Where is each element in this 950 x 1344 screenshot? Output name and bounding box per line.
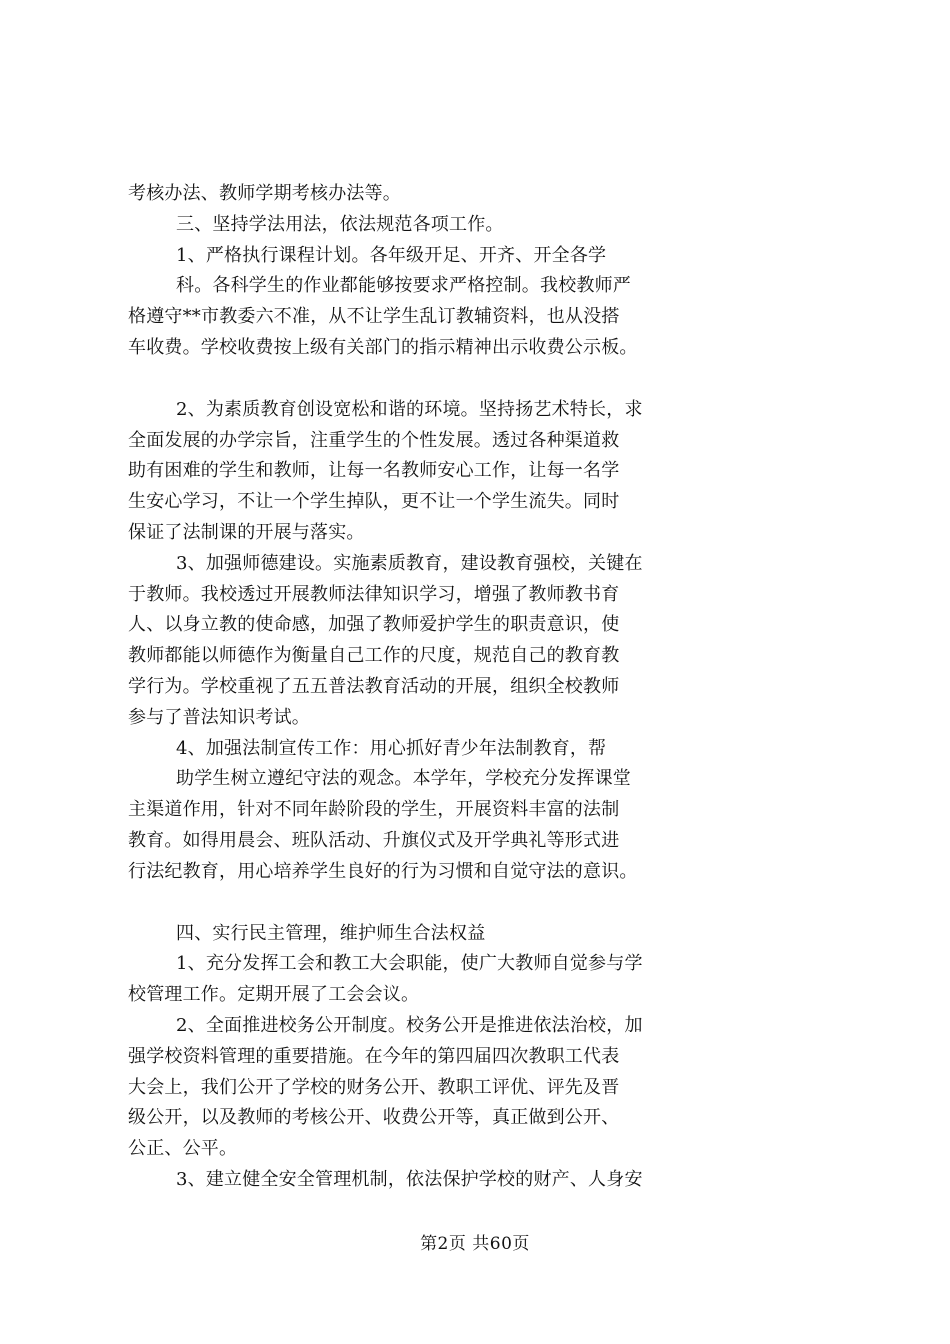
- text-line: 级公开，以及教师的考核公开、收费公开等，真正做到公开、: [128, 1107, 620, 1129]
- text-line: 于教师。我校透过开展教师法律知识学习，增强了教师教书育: [128, 583, 620, 605]
- text-line: 强学校资料管理的重要措施。在今年的第四届四次教职工代表: [128, 1045, 620, 1067]
- section-heading: 四、实行民主管理，维护师生合法权益: [176, 922, 486, 944]
- text-line: 助学生树立遵纪守法的观念。本学年，学校充分发挥课堂: [176, 768, 631, 790]
- text-line: 2、为素质教育创设宽松和谐的环境。坚持扬艺术特长，求: [176, 398, 643, 420]
- text-line: 1、充分发挥工会和教工大会职能，使广大教师自觉参与学: [176, 953, 643, 975]
- text-line: 助有困难的学生和教师，让每一名教师安心工作，让每一名学: [128, 460, 620, 482]
- text-line: 3、加强师德建设。实施素质教育，建设教育强校，关键在: [176, 552, 643, 574]
- text-line: 生安心学习，不让一个学生掉队，更不让一个学生流失。同时: [128, 491, 620, 513]
- text-line: 车收费。学校收费按上级有关部门的指示精神出示收费公示板。: [128, 337, 638, 359]
- text-line: 考核办法、教师学期考核办法等。: [128, 183, 401, 204]
- text-line: 格遵守**市教委六不准，从不让学生乱订教辅资料，也从没搭: [128, 306, 620, 328]
- text-line: 主渠道作用，针对不同年龄阶段的学生，开展资料丰富的法制: [128, 799, 620, 821]
- text-line: 参与了普法知识考试。: [128, 706, 310, 728]
- text-line: 人、以身立教的使命感，加强了教师爱护学生的职责意识，使: [128, 614, 620, 636]
- text-line: 4、加强法制宣传工作：用心抓好青少年法制教育，帮: [176, 737, 607, 759]
- text-line: 行法纪教育，用心培养学生良好的行为习惯和自觉守法的意识。: [128, 860, 638, 882]
- page-number: 第2页 共60页: [420, 1234, 530, 1254]
- text-line: 3、建立健全安全管理机制，依法保护学校的财产、人身安: [176, 1169, 643, 1190]
- text-line: 1、严格执行课程计划。各年级开足、开齐、开全各学: [176, 244, 607, 266]
- text-line: 大会上，我们公开了学校的财务公开、教职工评优、评先及晋: [128, 1076, 620, 1098]
- text-line: 教育。如得用晨会、班队活动、升旗仪式及开学典礼等形式进: [128, 830, 620, 852]
- text-line: 2、全面推进校务公开制度。校务公开是推进依法治校，加: [176, 1014, 643, 1036]
- text-line: 全面发展的办学宗旨，注重学生的个性发展。透过各种渠道救: [128, 429, 620, 451]
- text-line: 保证了法制课的开展与落实。: [128, 521, 365, 543]
- text-line: 校管理工作。定期开展了工会会议。: [128, 984, 420, 1006]
- text-line: 教师都能以师德作为衡量自己工作的尺度，规范自己的教育教: [128, 645, 620, 667]
- text-line: 科。各科学生的作业都能够按要求严格控制。我校教师严: [176, 275, 631, 297]
- text-line: 学行为。学校重视了五五普法教育活动的开展，组织全校教师: [128, 676, 620, 697]
- section-heading: 三、坚持学法用法，依法规范各项工作。: [176, 213, 504, 235]
- text-line: 公正、公平。: [128, 1138, 238, 1160]
